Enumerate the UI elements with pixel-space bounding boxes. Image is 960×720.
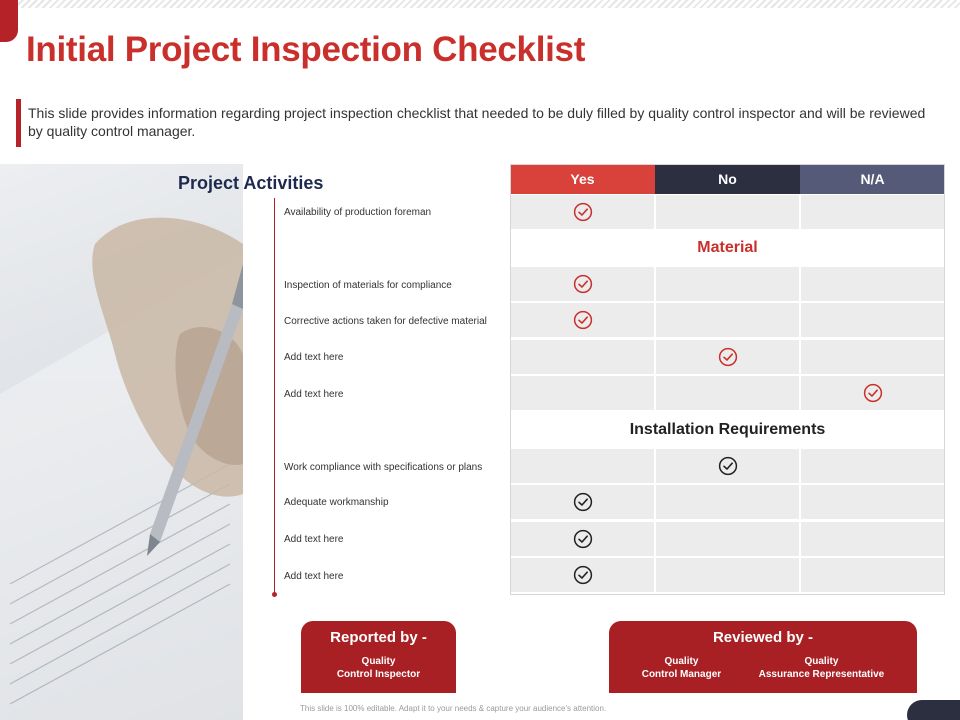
check-circle-icon	[863, 383, 883, 403]
section-header-installation: Installation Requirements	[510, 412, 945, 448]
checklist-cell[interactable]	[800, 194, 945, 230]
checklist-cell[interactable]	[800, 448, 945, 484]
activity-label: Adequate workmanship	[284, 497, 389, 508]
footer-note: This slide is 100% editable. Adapt it to your needs & capture your audience's attention.	[300, 704, 607, 713]
activity-label: Corrective actions taken for defective material	[284, 316, 487, 327]
column-header-yes: Yes	[510, 164, 655, 194]
page-title: Initial Project Inspection Checklist	[26, 30, 586, 69]
activity-label: Add text here	[284, 534, 344, 545]
checklist-cell[interactable]	[800, 557, 945, 593]
check-circle-icon	[573, 529, 593, 549]
checklist-cell[interactable]	[655, 448, 800, 484]
project-activities-heading: Project Activities	[178, 173, 324, 193]
checklist-cell[interactable]	[510, 448, 655, 484]
reviewed-by-box	[609, 621, 917, 693]
check-circle-icon	[718, 456, 738, 476]
checklist-cell[interactable]	[510, 521, 655, 557]
reporter-role-line1: Quality	[361, 656, 396, 667]
activities-timeline-dot	[272, 592, 277, 597]
reviewer-role-line2: Control Manager	[641, 669, 722, 680]
checklist-cell[interactable]	[655, 557, 800, 593]
activity-label: Inspection of materials for compliance	[284, 280, 452, 291]
checklist-cell[interactable]	[510, 375, 655, 411]
checklist-cell[interactable]	[800, 302, 945, 338]
check-circle-icon	[718, 347, 738, 367]
corner-tab-decoration	[0, 0, 18, 42]
activity-label: Add text here	[284, 571, 344, 582]
checklist-cell[interactable]	[800, 521, 945, 557]
checklist-cell[interactable]	[655, 194, 800, 230]
checklist-cell[interactable]	[655, 484, 800, 520]
activity-label: Add text here	[284, 352, 344, 363]
checklist-cell[interactable]	[800, 339, 945, 375]
check-circle-icon	[573, 274, 593, 294]
description-accent-bar	[16, 99, 21, 147]
checklist-cell[interactable]	[510, 302, 655, 338]
reviewed-by-title: Reviewed by -	[712, 629, 814, 646]
reported-by-title: Reported by -	[330, 629, 427, 646]
checklist-cell[interactable]	[510, 339, 655, 375]
reviewer-role-line1: Quality	[804, 656, 839, 667]
reviewer-role-line1: Quality	[664, 656, 699, 667]
checklist-cell[interactable]	[510, 194, 655, 230]
check-circle-icon	[573, 310, 593, 330]
checklist-cell[interactable]	[655, 375, 800, 411]
checklist-cell[interactable]	[655, 339, 800, 375]
checklist-cell[interactable]	[800, 375, 945, 411]
top-stripe-decoration	[0, 0, 960, 8]
reporter-role-line2: Control Inspector	[336, 669, 421, 680]
checklist-cell[interactable]	[655, 521, 800, 557]
pen-on-form-photo	[0, 164, 243, 720]
check-circle-icon	[573, 565, 593, 585]
checklist-cell[interactable]	[800, 266, 945, 302]
footer-pill-decoration	[907, 700, 960, 720]
section-header-material: Material	[510, 230, 945, 266]
activities-timeline-line	[274, 198, 275, 595]
column-header-na: N/A	[800, 164, 945, 194]
reported-by-box	[301, 621, 456, 693]
page-description: This slide provides information regarding project inspection checklist that needed to be duly filled by quality control inspector and will be reviewed by quality control manager.	[28, 105, 926, 139]
checklist-cell[interactable]	[510, 484, 655, 520]
reviewer-role-line2: Assurance Representative	[758, 669, 885, 680]
checklist-cell[interactable]	[655, 266, 800, 302]
checklist-cell[interactable]	[800, 484, 945, 520]
checklist-cell[interactable]	[655, 302, 800, 338]
checklist-cell[interactable]	[510, 266, 655, 302]
check-circle-icon	[573, 492, 593, 512]
activity-label: Work compliance with specifications or plans	[284, 462, 483, 473]
checklist-cell[interactable]	[510, 557, 655, 593]
activity-label: Add text here	[284, 389, 344, 400]
column-header-no: No	[655, 164, 800, 194]
check-circle-icon	[573, 202, 593, 222]
activity-label: Availability of production foreman	[284, 207, 432, 218]
